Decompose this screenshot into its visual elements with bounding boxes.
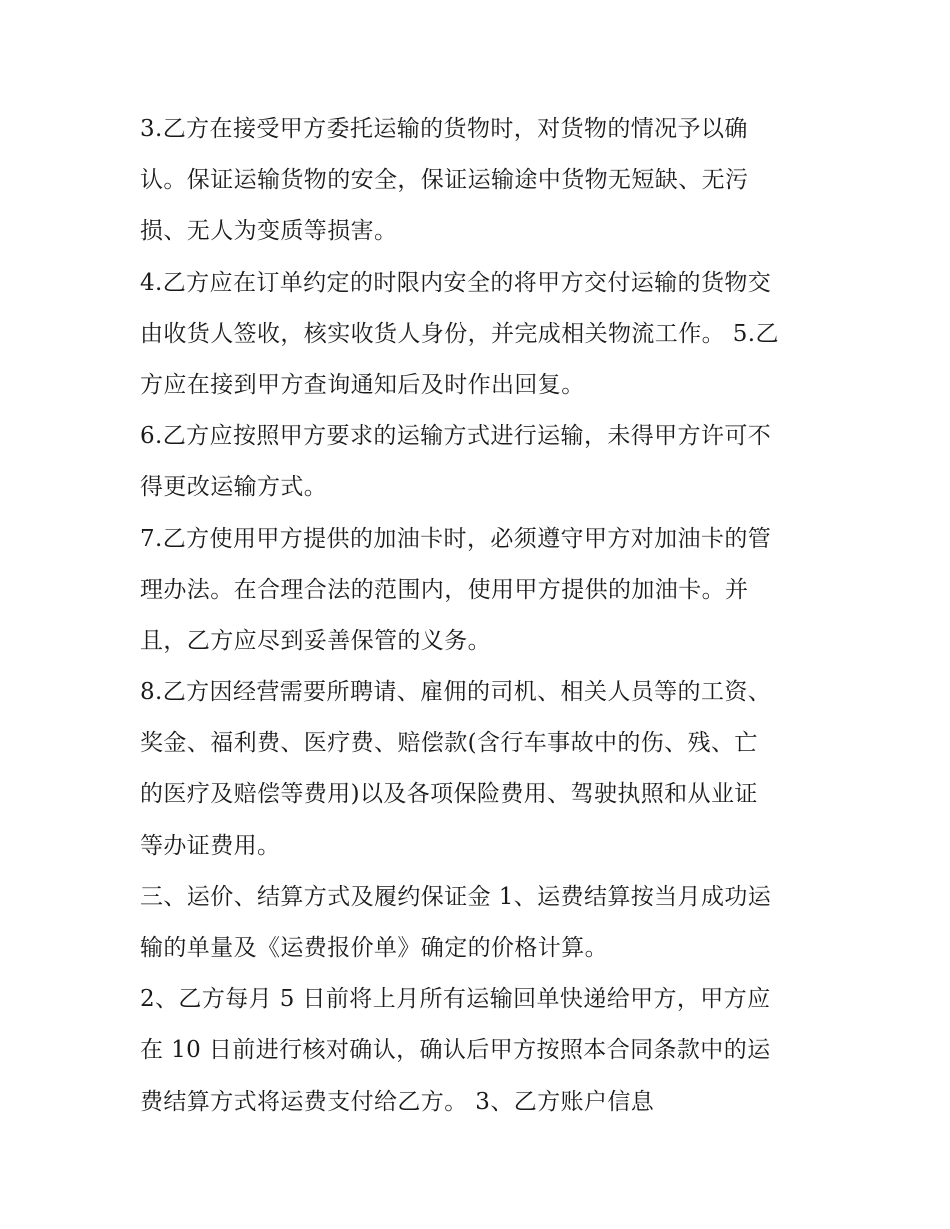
text-line: 3.乙方在接受甲方委托运输的货物时，对货物的情况予以确 — [140, 116, 748, 142]
text-line: 费结算方式将运费支付给乙方。 3、乙方账户信息 — [140, 1088, 655, 1115]
text-line: 奖金、福利费、医疗费、赔偿款(含行车事故中的伤、残、亡 — [140, 730, 758, 757]
text-line: 7.乙方使用甲方提供的加油卡时，必须遵守甲方对加油卡的管 — [140, 525, 772, 552]
text-line: 损、无人为变质等损害。 — [140, 218, 398, 245]
document-body — [140, 104, 820, 1128]
text-line: 得更改运输方式。 — [140, 474, 328, 501]
text-line: 理办法。在合理合法的范围内，使用甲方提供的加油卡。并 — [140, 576, 749, 603]
text-line: 由收货人签收，核实收货人身份，并完成相关物流工作。 5.乙 — [140, 320, 779, 347]
text-line: 2、乙方每月 5 日前将上月所有运输回单快递给甲方，甲方应 — [140, 986, 771, 1013]
text-line: 4.乙方应在订单约定的时限内安全的将甲方交付运输的货物交 — [140, 269, 772, 296]
text-line: 方应在接到甲方查询通知后及时作出回复。 — [140, 371, 585, 398]
text-line: 输的单量及《运费报价单》确定的价格计算。 — [140, 935, 608, 961]
text-line: 在 10 日前进行核对确认，确认后甲方按照本合同条款中的运 — [140, 1037, 771, 1064]
text-line: 且，乙方应尽到妥善保管的义务。 — [140, 627, 491, 654]
text-line: 认。保证运输货物的安全，保证运输途中货物无短缺、无污 — [140, 167, 749, 194]
text-line: 等办证费用。 — [140, 832, 281, 859]
text-line: 三、运价、结算方式及履约保证金 1、运费结算按当月成功运 — [140, 883, 772, 910]
text-line: 6.乙方应按照甲方要求的运输方式进行运输，未得甲方许可不 — [140, 423, 772, 450]
text-line: 8.乙方因经营需要所聘请、雇佣的司机、相关人员等的工资、 — [140, 679, 772, 706]
text-line: 的医疗及赔偿等费用)以及各项保险费用、驾驶执照和从业证 — [140, 781, 758, 808]
